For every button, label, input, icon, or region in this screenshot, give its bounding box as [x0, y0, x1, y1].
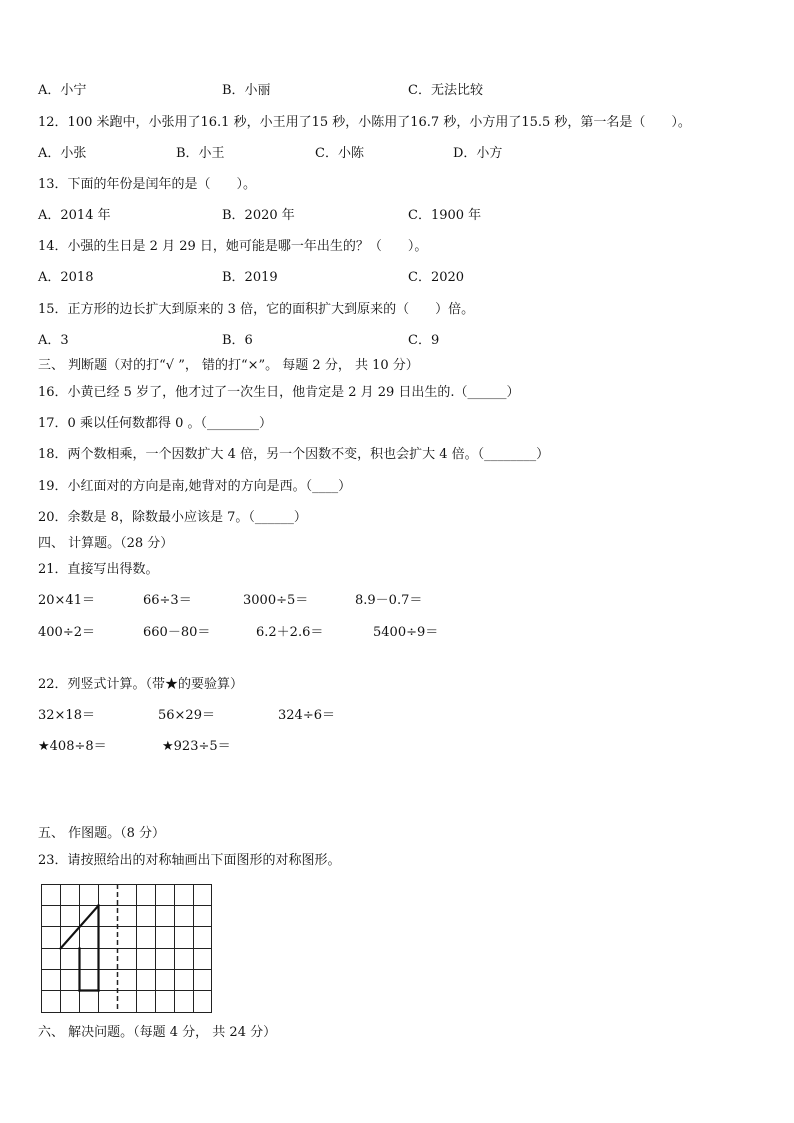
q21-item: 8.9－0.7＝ [355, 593, 423, 608]
section-5-heading: 五、 作图题。（8 分） [38, 826, 166, 841]
q13-stem: 13．下面的年份是闰年的是（ ）。 [38, 177, 257, 192]
q11-option-b: B．小丽 [222, 83, 271, 98]
q15-option-c: C．9 [408, 333, 440, 348]
q12-option-b: B．小王 [176, 146, 225, 161]
q21-item: 400÷2＝ [38, 625, 95, 640]
q15-stem: 15．正方形的边长扩大到原来的 3 倍，它的面积扩大到原来的（ ）倍。 [38, 302, 475, 317]
q21-item: 66÷3＝ [143, 593, 192, 608]
q21-stem: 21．直接写出得数。 [38, 562, 159, 577]
q19: 19．小红面对的方向是南,她背对的方向是西。（____） [38, 479, 352, 494]
q13-option-b: B．2020 年 [222, 208, 295, 223]
q11-option-c: C．无法比较 [408, 83, 483, 98]
q22-item: 324÷6＝ [278, 708, 335, 723]
section-6-heading: 六、 解决问题。（每题 4 分， 共 24 分） [38, 1025, 277, 1040]
q14-option-a: A．2018 [38, 270, 94, 285]
q14-option-c: C．2020 [408, 270, 465, 285]
section-4-heading: 四、 计算题。（28 分） [38, 536, 174, 551]
section-3-heading: 三、 判断题（对的打“√ ”， 错的打“×”。 每题 2 分， 共 10 分） [38, 358, 419, 373]
q14-stem: 14．小强的生日是 2 月 29 日，她可能是哪一年出生的？（ ）。 [38, 239, 428, 254]
q22-item: ★923÷5＝ [162, 739, 231, 754]
q12-option-c: C．小陈 [315, 146, 364, 161]
q22-item: 56×29＝ [158, 708, 215, 723]
q22-item: 32×18＝ [38, 708, 95, 723]
q14-option-b: B．2019 [222, 270, 278, 285]
symmetry-grid-svg [41, 884, 213, 1014]
q22-item: ★408÷8＝ [38, 739, 107, 754]
q12-option-d: D．小方 [453, 146, 503, 161]
q12-option-a: A．小张 [38, 146, 87, 161]
q17: 17．0 乘以任何数都得 0 。（________） [38, 416, 272, 431]
q16: 16．小黄已经 5 岁了，他才过了一次生日，他肯定是 2 月 29 日出生的.（______） [38, 385, 520, 400]
q18: 18．两个数相乘，一个因数扩大 4 倍，另一个因数不变，积也会扩大 4 倍。（________） [38, 447, 550, 462]
symmetry-grid [41, 884, 213, 1018]
q22-stem: 22．列竖式计算。（带★的要验算） [38, 677, 244, 692]
q23-stem: 23．请按照给出的对称轴画出下面图形的对称图形。 [38, 853, 341, 868]
q21-item: 5400÷9＝ [373, 625, 439, 640]
q13-option-c: C．1900 年 [408, 208, 482, 223]
q15-option-a: A．3 [38, 333, 69, 348]
q21-item: 6.2＋2.6＝ [256, 625, 324, 640]
q15-option-b: B．6 [222, 333, 253, 348]
q11-option-a: A．小宁 [38, 83, 87, 98]
q20: 20．余数是 8，除数最小应该是 7。（______） [38, 510, 307, 525]
q21-item: 660－80＝ [143, 625, 211, 640]
q21-item: 20×41＝ [38, 593, 95, 608]
q21-item: 3000÷5＝ [243, 593, 309, 608]
q12-stem: 12．100 米跑中，小张用了16.1 秒，小王用了15 秒，小陈用了16.7 秒，小方用了15.5 秒，第一名是（ ）。 [38, 115, 691, 130]
q13-option-a: A．2014 年 [38, 208, 111, 223]
